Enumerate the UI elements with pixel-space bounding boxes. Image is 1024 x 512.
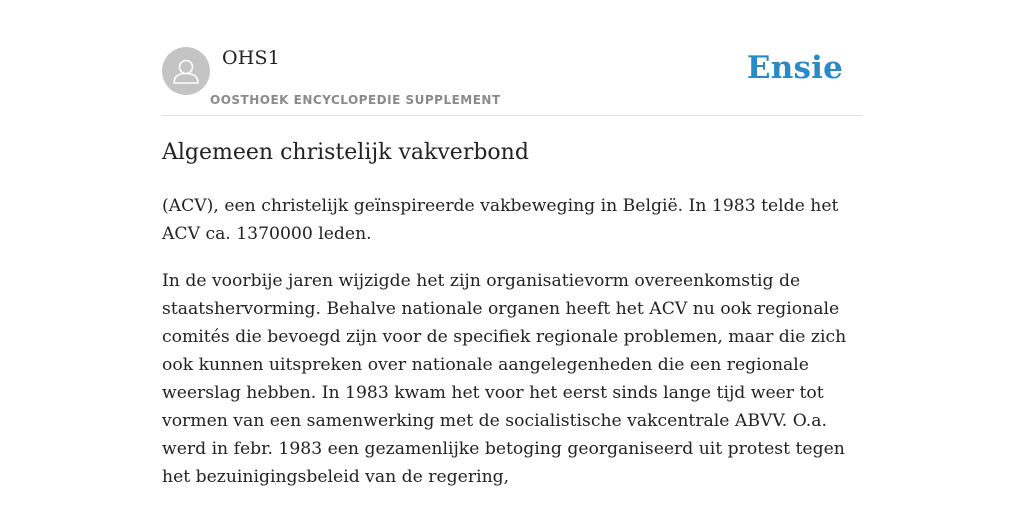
user-icon (162, 47, 210, 95)
author-name[interactable]: OHS1 (222, 47, 281, 69)
article-paragraph: In de voorbije jaren wijzigde het zijn organisatievorm overeenkomstig de staatshervorming. Behalve nationale organen heeft het ACV nu ook regionale comités die bevoegd zijn voor de specifiek regionale problemen, maar die zich ook kunnen uitspreken over nationale aangelegenheden die een regionale weerslag hebben. In 1983 kwam het voor het eerst sinds lange tijd weer tot vormen van een samenwerking met de socialistische vakcentrale ABVV. O.a. werd in febr. 1983 een gezamenlijke betoging georganiseerd uit protest tegen het bezuinigingsbeleid van de regering, (162, 271, 847, 487)
avatar[interactable] (162, 47, 210, 95)
article-title: Algemeen christelijk vakverbond (162, 140, 529, 165)
brand-logo[interactable]: Ensie (746, 50, 843, 86)
article-paragraph: (ACV), een christelijk geïnspireerde vakbeweging in België. In 1983 telde het ACV ca. 1370000 leden. (162, 196, 839, 244)
source-label[interactable]: OOSTHOEK ENCYCLOPEDIE SUPPLEMENT (210, 93, 501, 107)
entry-header (162, 46, 862, 116)
article-body (162, 192, 868, 510)
header-divider (162, 115, 862, 116)
